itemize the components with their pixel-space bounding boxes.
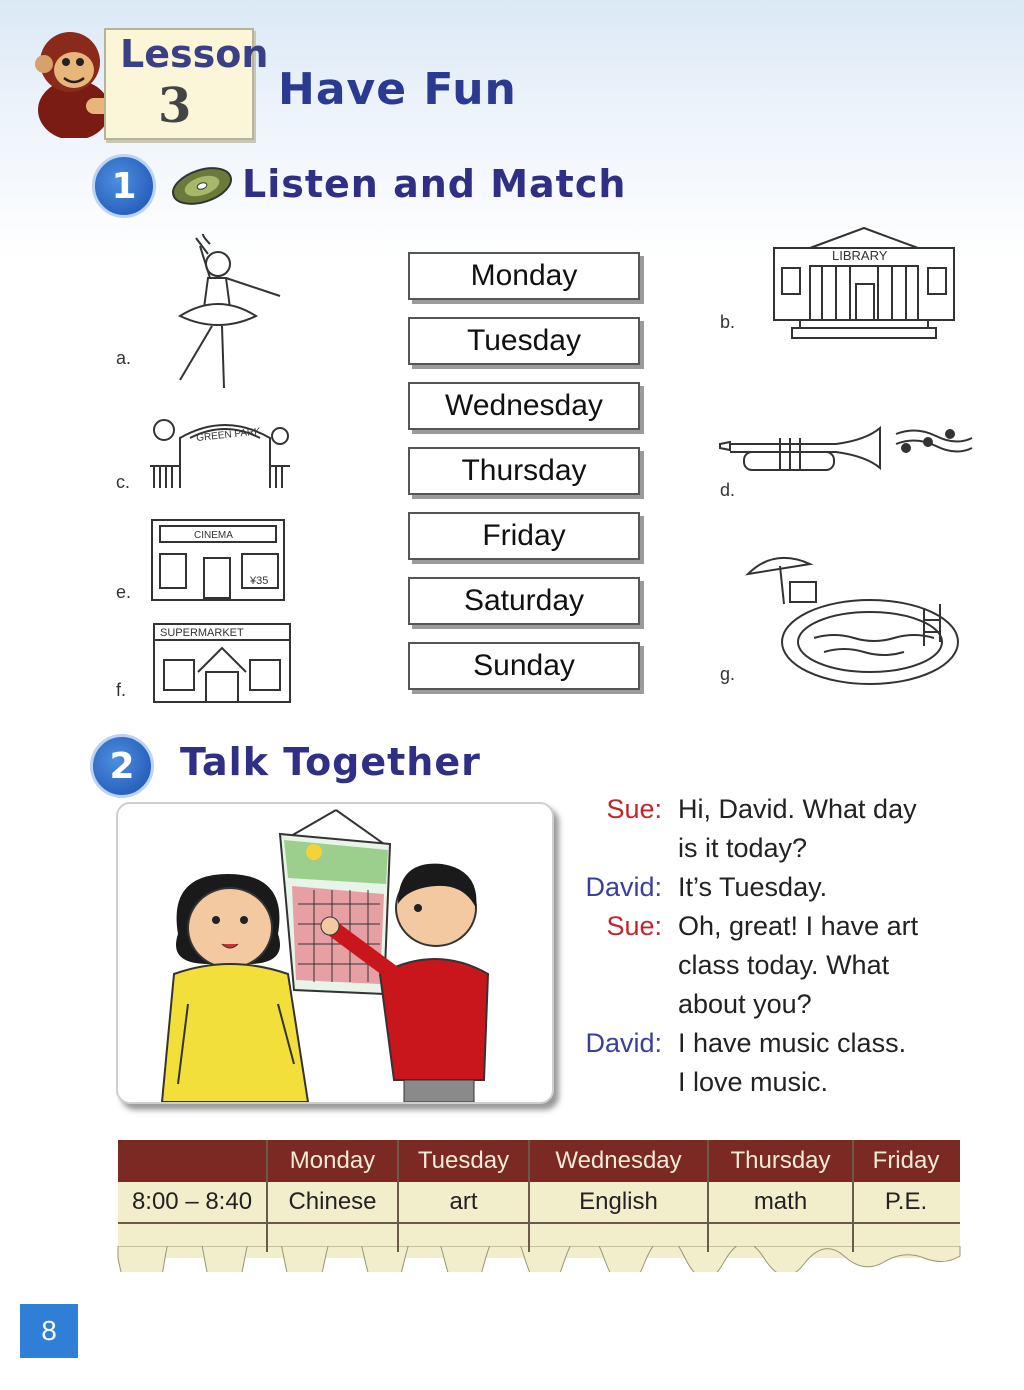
monkey-mascot-icon bbox=[34, 20, 114, 138]
ballet-dancer-icon bbox=[160, 234, 284, 394]
picture-letter-a: a. bbox=[116, 348, 132, 368]
timetable-cell-friday: P.E. bbox=[884, 1188, 928, 1215]
dialogue-line: I love music. bbox=[678, 1067, 829, 1097]
day-box-sunday: Sunday bbox=[408, 642, 640, 690]
day-box-monday: Monday bbox=[408, 252, 640, 300]
day-box-thursday: Thursday bbox=[408, 447, 640, 495]
park-gate-icon bbox=[150, 408, 290, 490]
timetable-cell-tuesday: art bbox=[449, 1188, 478, 1215]
library-icon bbox=[770, 226, 958, 348]
section-1-title: Listen and Match bbox=[242, 162, 627, 206]
timetable-header-thursday: Thursday bbox=[730, 1147, 831, 1174]
picture-letter-g: g. bbox=[720, 664, 736, 684]
day-box-saturday: Saturday bbox=[408, 577, 640, 625]
timetable-cell-thursday: math bbox=[753, 1188, 808, 1215]
supermarket-icon bbox=[152, 622, 292, 706]
timetable-header-friday: Friday bbox=[872, 1147, 940, 1174]
cinema-price: ¥35 bbox=[250, 575, 269, 587]
supermarket-sign: SUPERMARKET bbox=[160, 627, 244, 639]
picture-letter-f: f. bbox=[116, 680, 127, 700]
lesson-title: Have Fun bbox=[278, 64, 517, 115]
dialogue-line: Hi, David. What day bbox=[678, 794, 917, 824]
library-sign: LIBRARY bbox=[832, 248, 888, 263]
dialogue-line: Oh, great! I have art bbox=[678, 911, 919, 941]
dialogue-line: I have music class. bbox=[678, 1028, 907, 1058]
timetable-time: 8:00 – 8:40 bbox=[131, 1188, 253, 1215]
lesson-number: 3 bbox=[158, 78, 192, 134]
timetable-header-wednesday: Wednesday bbox=[555, 1147, 682, 1174]
cd-icon bbox=[170, 164, 234, 208]
dialogue-line: is it today? bbox=[678, 833, 808, 863]
trumpet-icon bbox=[716, 416, 974, 476]
cinema-sign: CINEMA bbox=[194, 530, 233, 541]
speaker-sue: Sue: bbox=[606, 911, 662, 941]
timetable-header-monday: Monday bbox=[289, 1147, 376, 1174]
timetable-cell-monday: Chinese bbox=[288, 1188, 377, 1215]
timetable-cell-wednesday: English bbox=[579, 1188, 658, 1215]
timetable-row-divider bbox=[118, 1222, 960, 1224]
dialogue-line: class today. What bbox=[678, 950, 890, 980]
section-2-number: 2 bbox=[90, 734, 154, 798]
park-sign: GREEN PARK bbox=[195, 426, 262, 444]
picture-letter-d: d. bbox=[720, 480, 736, 500]
children-calendar-icon bbox=[118, 804, 552, 1102]
speaker-david: David: bbox=[585, 872, 662, 902]
classroom-illustration bbox=[116, 802, 554, 1104]
swimming-pool-icon bbox=[744, 548, 964, 694]
speaker-david: David: bbox=[585, 1028, 662, 1058]
day-box-friday: Friday bbox=[408, 512, 640, 560]
picture-letter-b: b. bbox=[720, 312, 736, 332]
picture-letter-e: e. bbox=[116, 582, 132, 602]
picture-letter-c: c. bbox=[116, 472, 131, 492]
dialogue-line: about you? bbox=[678, 989, 812, 1019]
day-box-wednesday: Wednesday bbox=[408, 382, 640, 430]
section-1-number: 1 bbox=[92, 154, 156, 218]
speaker-sue: Sue: bbox=[606, 794, 662, 824]
cinema-icon bbox=[146, 514, 290, 602]
lesson-label: Lesson bbox=[120, 32, 269, 76]
torn-paper-edge bbox=[114, 1246, 964, 1272]
day-box-tuesday: Tuesday bbox=[408, 317, 640, 365]
section-2-title: Talk Together bbox=[180, 740, 481, 784]
dialogue-line: It’s Tuesday. bbox=[678, 872, 828, 902]
page-number: 8 bbox=[20, 1304, 78, 1358]
timetable-header-tuesday: Tuesday bbox=[417, 1147, 510, 1174]
